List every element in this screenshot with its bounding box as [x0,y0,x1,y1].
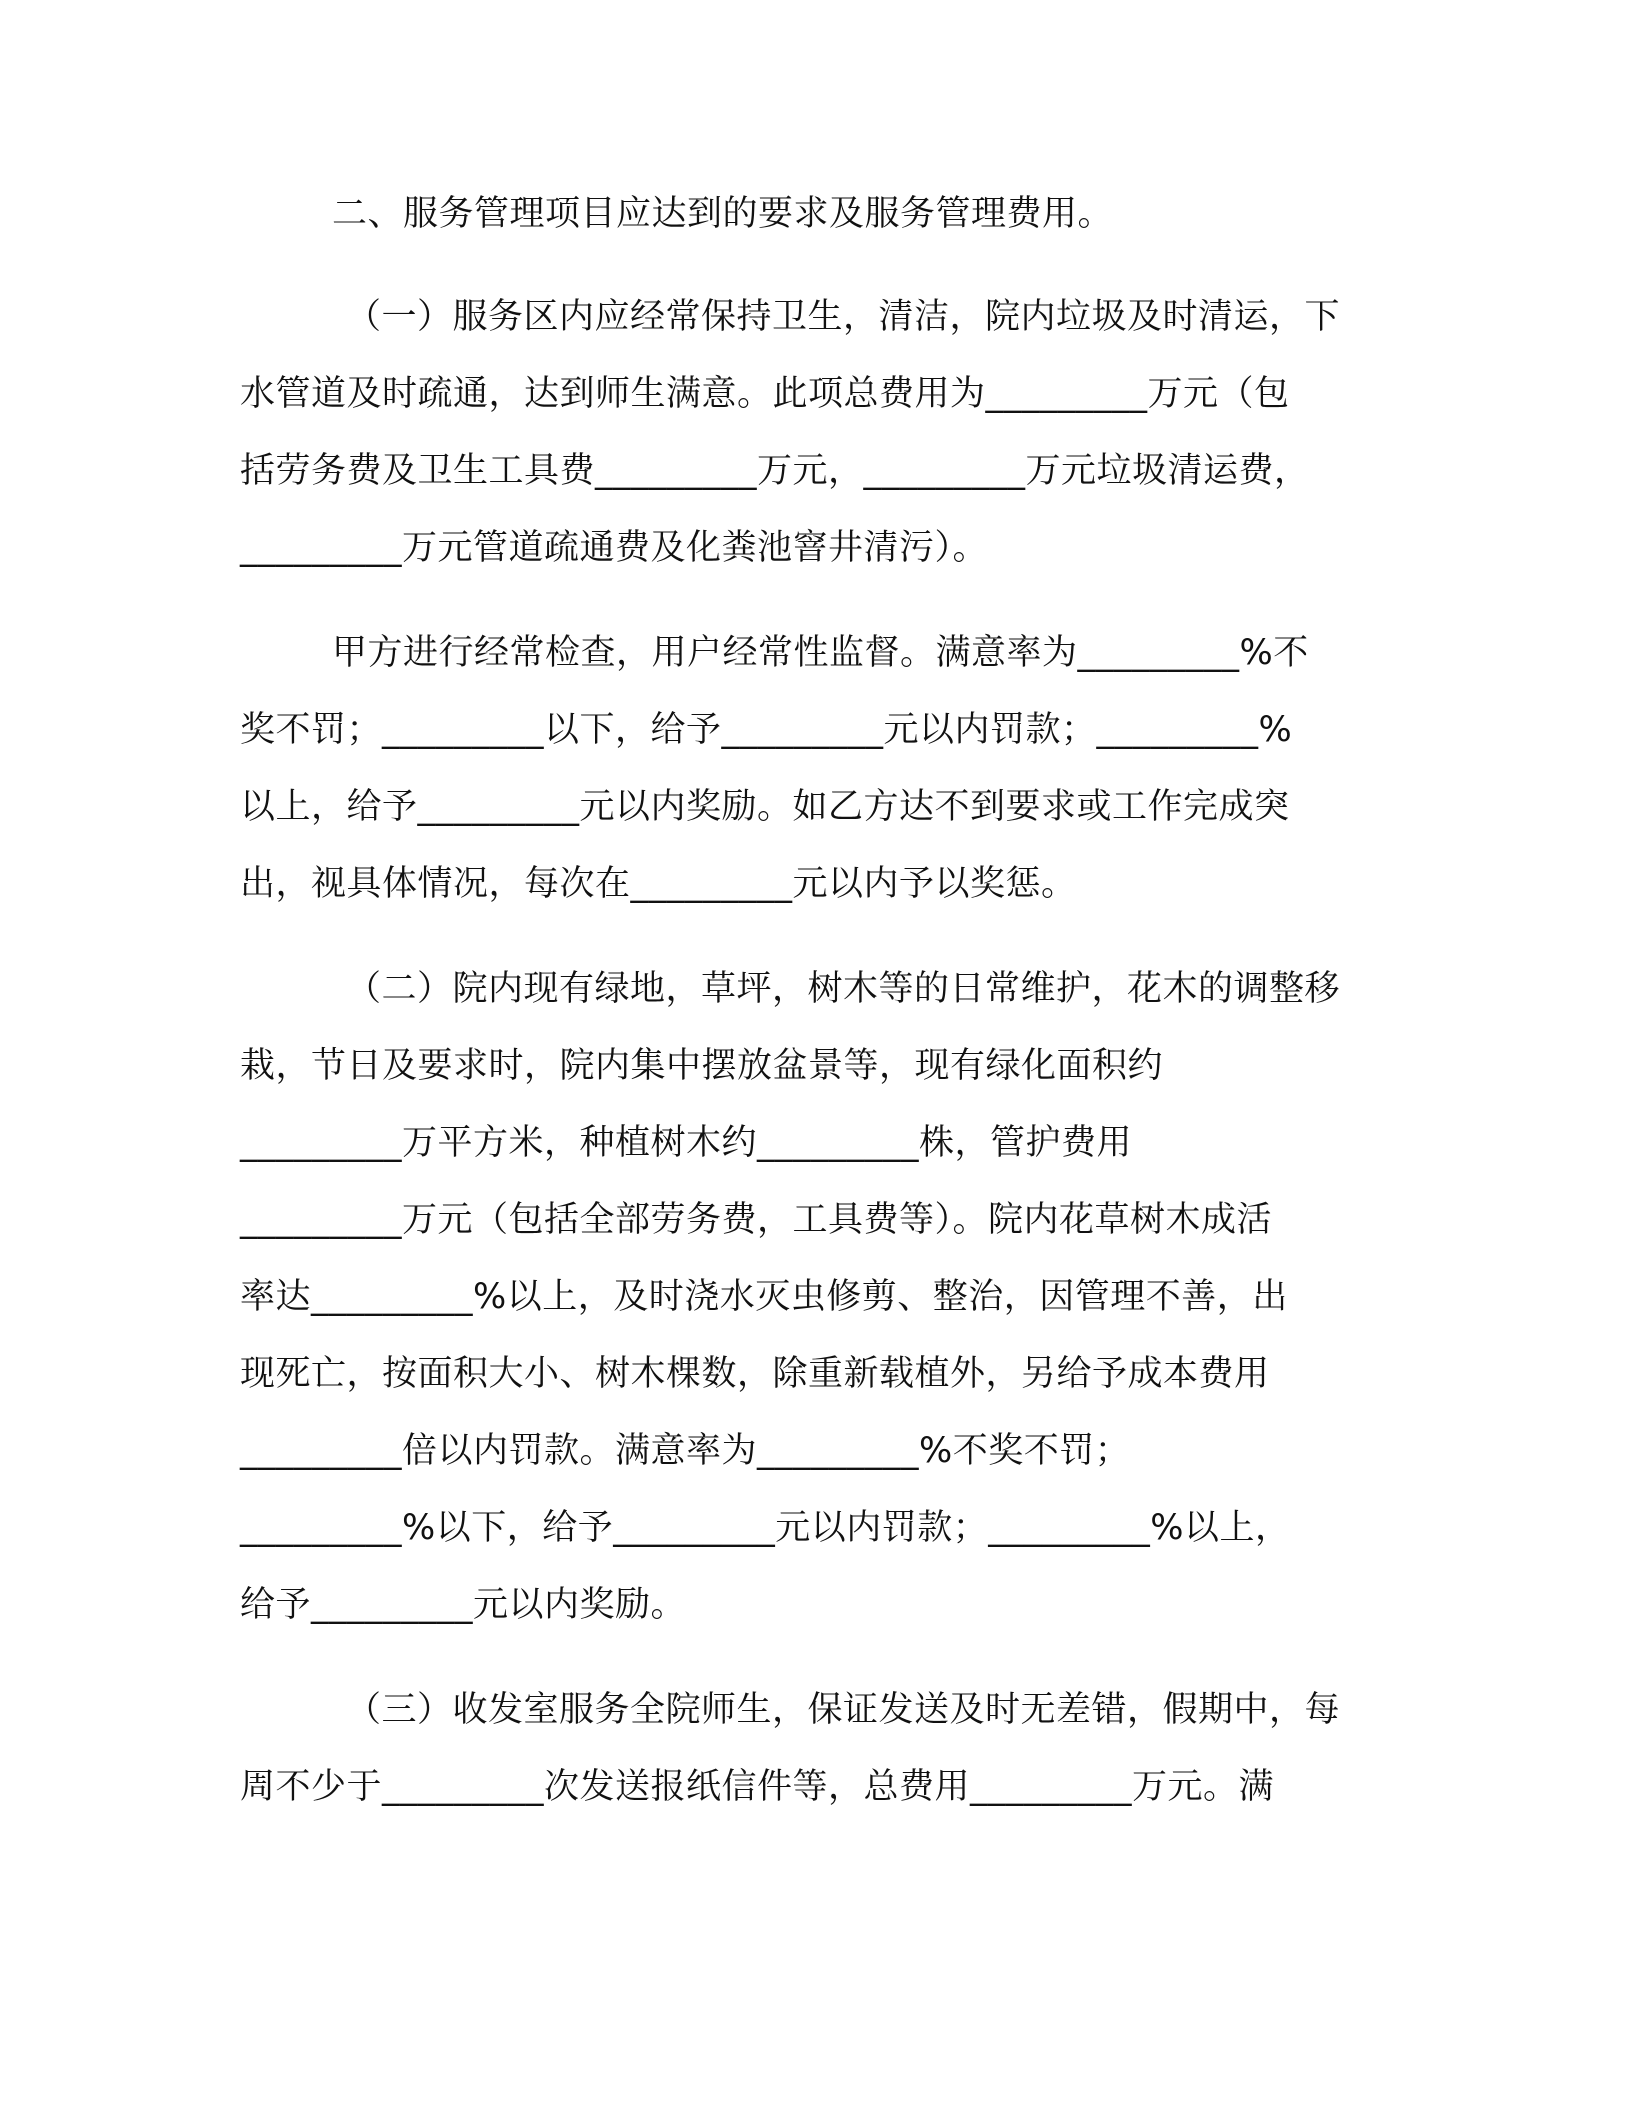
paragraph-inspection [240,615,1400,923]
paragraph-line: 给予_________元以内奖励。 [240,1585,687,1625]
document-body [240,176,1400,1854]
paragraph-line: 奖不罚；_________以下，给予_________元以内罚款；_________% [240,710,1293,750]
paragraph-line: 甲方进行经常检查，用户经常性监督。满意率为_________%不 [332,633,1309,673]
paragraph-line: _________万元（包括全部劳务费，工具费等）。院内花草树木成活 [240,1200,1273,1240]
paragraph-line: _________万元管道疏通费及化粪池窨井清污）。 [240,528,989,568]
paragraph-line: 以上，给予_________元以内奖励。如乙方达不到要求或工作完成突 [240,787,1290,827]
paragraph-greening [240,951,1400,1644]
paragraph-sanitation [240,279,1400,587]
paragraph-line: _________万平方米，种植树木约_________株，管护费用 [240,1123,1133,1163]
paragraph-line: 现死亡，按面积大小、树木棵数，除重新载植外，另给予成本费用 [240,1354,1270,1394]
paragraph-line: 周不少于_________次发送报纸信件等，总费用_________万元。满 [240,1767,1275,1807]
paragraph-line: 率达_________%以上，及时浇水灭虫修剪、整治，因管理不善，出 [240,1277,1288,1317]
paragraph-mailroom [240,1672,1400,1826]
paragraph-line: （一）服务区内应经常保持卫生，清洁，院内垃圾及时清运，下 [346,297,1341,337]
paragraph-line: 出，视具体情况，每次在_________元以内予以奖惩。 [240,864,1077,904]
paragraph-line: 栽，节日及要求时，院内集中摆放盆景等，现有绿化面积约 [240,1046,1164,1086]
paragraph-line: 水管道及时疏通，达到师生满意。此项总费用为_________万元（包 [240,374,1290,414]
paragraph-line: （三）收发室服务全院师生，保证发送及时无差错，假期中，每 [346,1690,1341,1730]
paragraph-line: 括劳务费及卫生工具费_________万元，_________万元垃圾清运费， [240,451,1310,491]
paragraph-line: _________%以下，给予_________元以内罚款；_________%以上， [240,1508,1291,1548]
section-heading: 二、服务管理项目应达到的要求及服务管理费用。 [332,194,1114,234]
paragraph-line: _________倍以内罚款。满意率为_________%不奖不罚； [240,1431,1131,1471]
paragraph-line: （二）院内现有绿地，草坪，树木等的日常维护，花木的调整移 [346,969,1341,1009]
